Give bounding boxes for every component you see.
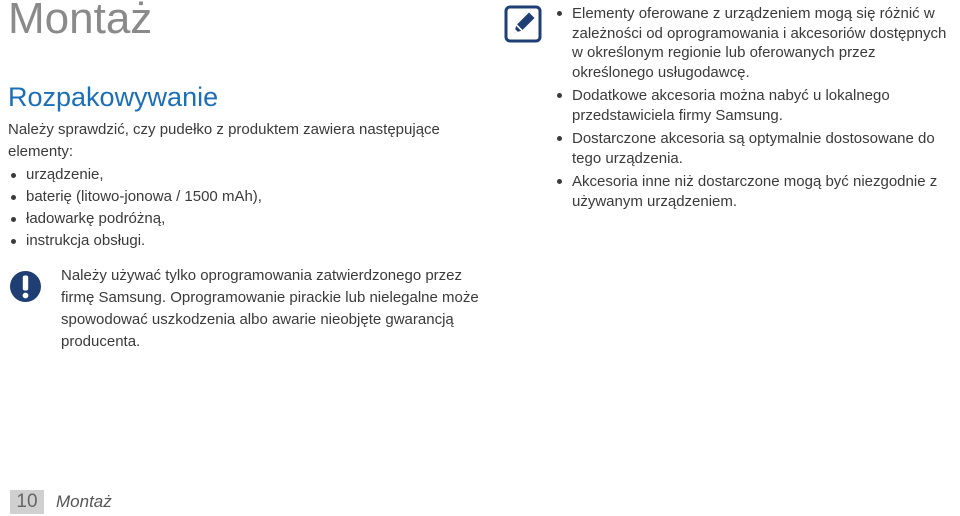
page-number: 10 xyxy=(10,490,44,514)
list-item: ładowarkę podróżną, xyxy=(8,208,488,230)
list-item: baterię (litowo-jonowa / 1500 mAh), xyxy=(8,186,488,208)
list-item: Elementy oferowane z urządzeniem mogą się różnić w zależności od oprogramowania i akcesoriów dostępnych w określonym regionie lub oferowanych przez określonego usługodawcę. xyxy=(556,4,960,82)
list-item: urządzenie, xyxy=(8,164,488,186)
list-item: instrukcja obsługi. xyxy=(8,230,488,252)
page-title: Montaż xyxy=(8,0,153,43)
intro-text: Należy sprawdzić, czy pudełko z produktem zawiera następujące elementy: xyxy=(8,121,440,160)
footer-section-title: Montaż xyxy=(56,492,112,511)
caution-text: Należy używać tylko oprogramowania zatwierdzonego przez firmę Samsung. Oprogramowanie pirackie lub nielegalne może spowodować uszkodzenia albo awarie nieobjęte gwarancją producenta. xyxy=(61,267,479,350)
package-contents-list xyxy=(8,164,488,252)
list-item: Dostarczone akcesoria są optymalnie dostosowane do tego urządzenia. xyxy=(556,129,960,168)
list-item: Dodatkowe akcesoria można nabyć u lokalnego przedstawiciela firmy Samsung. xyxy=(556,86,960,125)
section-heading: Rozpakowywanie xyxy=(8,82,219,112)
note-list xyxy=(556,4,960,215)
exclamation-circle-icon xyxy=(9,270,42,303)
pencil-note-icon xyxy=(504,5,542,43)
list-item: Akcesoria inne niż dostarczone mogą być niezgodnie z używanym urządzeniem. xyxy=(556,172,960,211)
